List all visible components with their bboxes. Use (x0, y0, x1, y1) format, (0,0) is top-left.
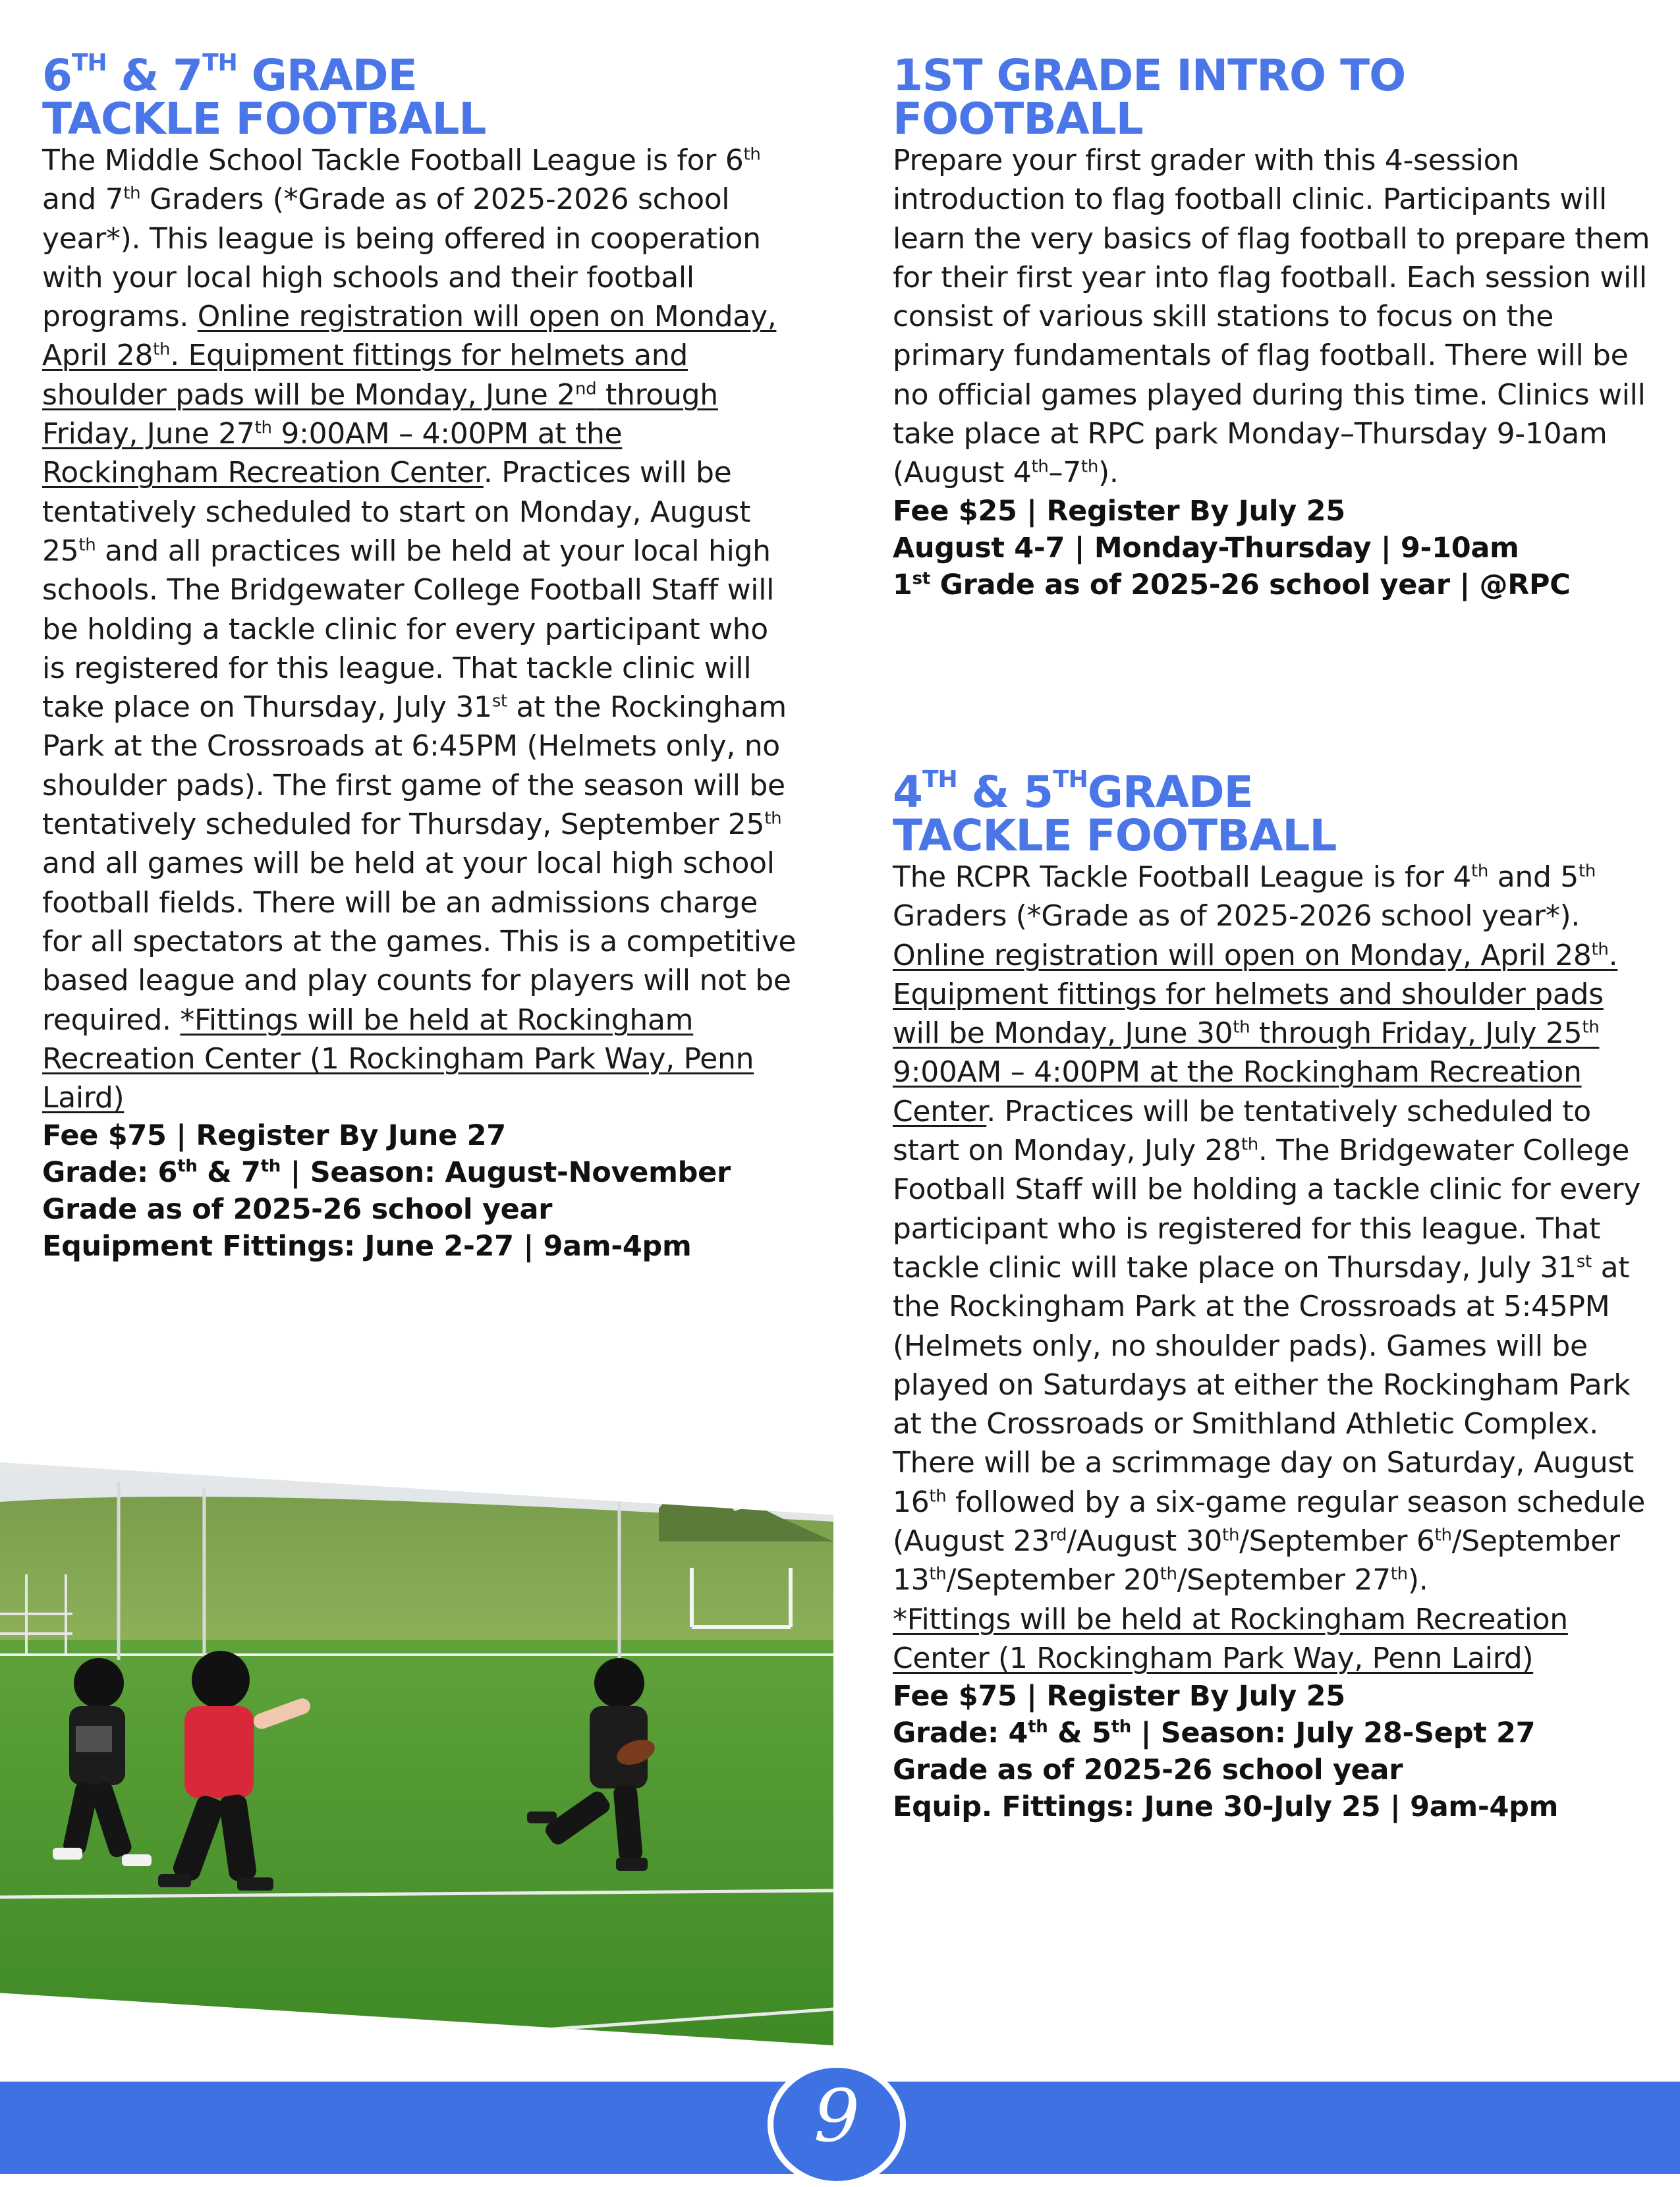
fee-line: Fee $25 | Register By July 25 (893, 494, 1345, 528)
heading-superscript: TH (71, 49, 107, 76)
first-grade-intro-section (893, 50, 1650, 603)
heading-text: & 7 (106, 50, 203, 101)
football-field-illustration (0, 1462, 833, 2045)
section-heading: 1ST GRADE INTRO TO FOOTBALL (893, 50, 1406, 144)
grade-season-line: Grade: 6th & 7th | Season: August-November (42, 1156, 731, 1190)
page-number: 9 (814, 2074, 860, 2158)
middle-school-tackle-section (42, 49, 800, 1265)
fee-line: Fee $75 | Register By July 25 (893, 1680, 1345, 1713)
page-number-badge (768, 2062, 906, 2187)
fittings-line: Equip. Fittings: June 30-July 25 | 9am-4pm (893, 1790, 1559, 1824)
grade-asof-line: Grade as of 2025-26 school year (893, 1754, 1403, 1787)
fittings-line: Equipment Fittings: June 2-27 | 9am-4pm (42, 1230, 692, 1263)
rcpr-tackle-section (893, 766, 1650, 1825)
youth-football-photo (0, 1462, 833, 2045)
section-heading: 4TH & 5THGRADE TACKLE FOOTBALL (893, 766, 1337, 861)
heading-text: 6 (42, 50, 72, 101)
registration-info-link: Online registration will open on Monday, April 28th. Equipment fittings for helmets and shoulder pads will be Monday, June 30th through Friday, July 25th 9:00AM – 4:00PM at the Rockingham Recreation Center (893, 938, 1618, 1128)
section-description: The Middle School Tackle Football League is for 6th and 7th Graders (*Grade as of 2025-2026 school year*). This league is being offered in cooperation with your local high schools and their football programs. Online registration will open on Monday, April 28th. Equipment fittings for helmets and shoulder pads will be Monday, June 2nd through Friday, June 27th 9:00AM – 4:00PM at the Rockingham Recreation Center. Practices will be tentatively scheduled to start on Monday, August 25th and all practices will be held at your local high schools. The Bridgewater College Football Staff will be holding a tackle clinic for every participant who is registered for this league. That tackle clinic will take place on Thursday, July 31st at the Rockingham Park at the Crossroads at 6:45PM (Helmets only, no shoulder pads). The first game of the season will be tentatively scheduled for Thursday, September 25th and all games will be held at your local high school football fields. There will be an admissions charge for all spectators at the games. This is a competitive based league and play counts for players will not be required. *Fittings will be held at Rockingham Recreation Center (1 Rockingham Park Way, Penn Laird) (42, 144, 797, 1115)
grade-asof-line: Grade as of 2025-26 school year (42, 1193, 553, 1227)
heading-text: GRADE (237, 50, 417, 101)
grade-season-line: Grade: 4th & 5th | Season: July 28-Sept 27 (893, 1717, 1536, 1750)
registration-info-link: Online registration will open on Monday, April 28th. Equipment fittings for helmets and shoulder pads will be Monday, June 2nd through Friday, June 27th 9:00AM – 4:00PM at the Rockingham Recreation Center (42, 300, 777, 490)
fittings-location-note: *Fittings will be held at Rockingham Recreation Center (1 Rockingham Park Way, Penn Laird) (42, 1003, 754, 1115)
fee-line: Fee $75 | Register By June 27 (42, 1119, 506, 1153)
section-description: The RCPR Tackle Football League is for 4th and 5th Graders (*Grade as of 2025-2026 school year*). Online registration will open on Monday, April 28th. Equipment fittings for helmets and shoulder pads will be Monday, June 30th through Friday, July 25th 9:00AM – 4:00PM at the Rockingham Recreation Center. Practices will be tentatively scheduled to start on Monday, July 28th. The Bridgewater College Football Staff will be holding a tackle clinic for every participant who is registered for this league. That tackle clinic will take place on Thursday, July 31st at the Rockingham Park at the Crossroads at 5:45PM (Helmets only, no shoulder pads). Games will be played on Saturdays at either the Rockingham Park at the Crossroads or Smithland Athletic Complex. There will be a scrimmage day on Saturday, August 16th followed by a six-game regular season schedule (August 23rd/August 30th/September 6th/September 13th/September 20th/September 27th). *Fittings will be held at Rockingham Recreation Center (1 Rockingham Park Way, Penn Laird) (893, 860, 1646, 1675)
dates-line: August 4-7 | Monday-Thursday | 9-10am (893, 531, 1519, 565)
key-facts (893, 493, 1650, 603)
fittings-location-note: *Fittings will be held at Rockingham Recreation Center (1 Rockingham Park Way, Penn Laird) (893, 1602, 1568, 1675)
key-facts (893, 1678, 1650, 1825)
section-description: Prepare your first grader with this 4-session introduction to flag football clinic. Participants will learn the very basics of flag football to prepare them for their first year into flag football. Each session will consist of various skill stations to focus on the primary fundamentals of flag football. There will be no official games played during this time. Clinics will take place at RPC park Monday–Thursday 9-10am (August 4th–7th). (893, 144, 1650, 490)
section-heading (42, 49, 800, 144)
grade-line: 1st Grade as of 2025-26 school year | @RPC (893, 568, 1571, 601)
heading-superscript: TH (202, 49, 237, 76)
key-facts (42, 1117, 800, 1265)
heading-text: TACKLE FOOTBALL (42, 94, 486, 144)
